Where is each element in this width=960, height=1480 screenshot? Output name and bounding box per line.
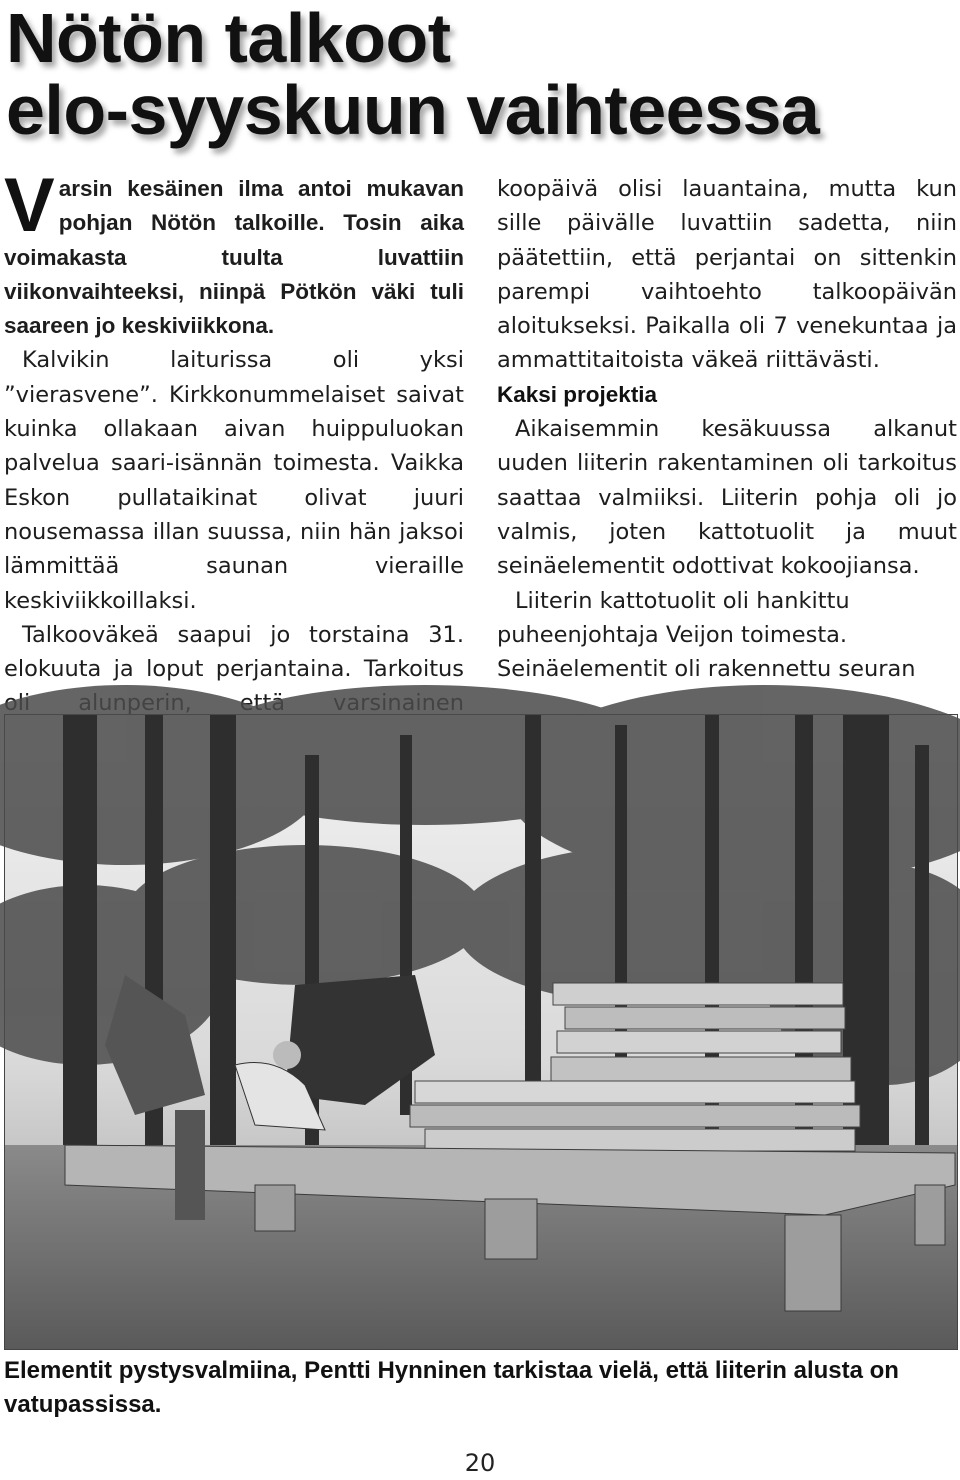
paragraph-4: Liiterin kattotuolit oli hankittu puheenjohtaja Veijon toimesta. Seinäelementit oli rakennettu seuran bbox=[497, 587, 916, 683]
lead-paragraph bbox=[4, 163, 464, 343]
paragraph-3: Aikaisemmin kesäkuussa alkanut uuden liiterin rakentaminen oli tarkoitus saattaa valmiiksi. Liiterin pohja oli jo valmis, joten kattotuolit ja muut seinäelementit odottivat kokoojiansa. bbox=[497, 416, 957, 580]
article-photo bbox=[4, 714, 958, 1350]
lead-text: arsin kesäinen ilma antoi mukavan pohjan Nötön talkoille. Tosin aika voimakasta tuulta luvattiin viikonvaihteeksi, niinpä Pötkön väki tuli saareen jo keskiviikkona. bbox=[4, 176, 464, 339]
article-title bbox=[6, 0, 946, 149]
paragraph-2: Talkooväkeä saapui jo torstaina 31. elokuuta ja loput perjantaina. Tarkoitus että bbox=[4, 621, 464, 717]
drop-cap: V bbox=[4, 163, 55, 248]
page-number: 20 bbox=[464, 1449, 496, 1477]
column-left bbox=[4, 163, 464, 721]
column-right bbox=[497, 172, 957, 686]
forest-construction-photo bbox=[5, 715, 957, 1349]
title-line-1: Nötön talkoot bbox=[6, 0, 451, 77]
paragraph-2-continued: koopäivä olisi lauantaina, mutta kun sille päivälle luvattiin sadetta, niin päätettiin, että perjantai on sittenkin parempi vaihtoehto talkoopäivän aloitukseksi. Paikalla oli 7 venekuntaa ja ammattitaitoista väkeä riittävästi. bbox=[497, 176, 957, 374]
paragraph-1: Kalvikin laiturissa oli yksi ”vierasvene”. Kirkkonummelaiset saivat kuinka ollakaan aivan huippuluokan palvelua saari-isännän toimesta. Vaikka Eskon pullataikinat olivat juuri nousemassa illan suussa, niin hän jaksoi lämmittää saunan vieraille keskiviikkoillaksi. bbox=[4, 347, 464, 614]
photo-caption: Elementit pystysvalmiina, Pentti Hynninen tarkistaa vielä, että liiterin alusta on vatupassissa. bbox=[4, 1357, 899, 1418]
title-line-2: elo-syyskuun vaihteessa bbox=[6, 71, 820, 149]
subheading: Kaksi projektia bbox=[497, 381, 658, 407]
